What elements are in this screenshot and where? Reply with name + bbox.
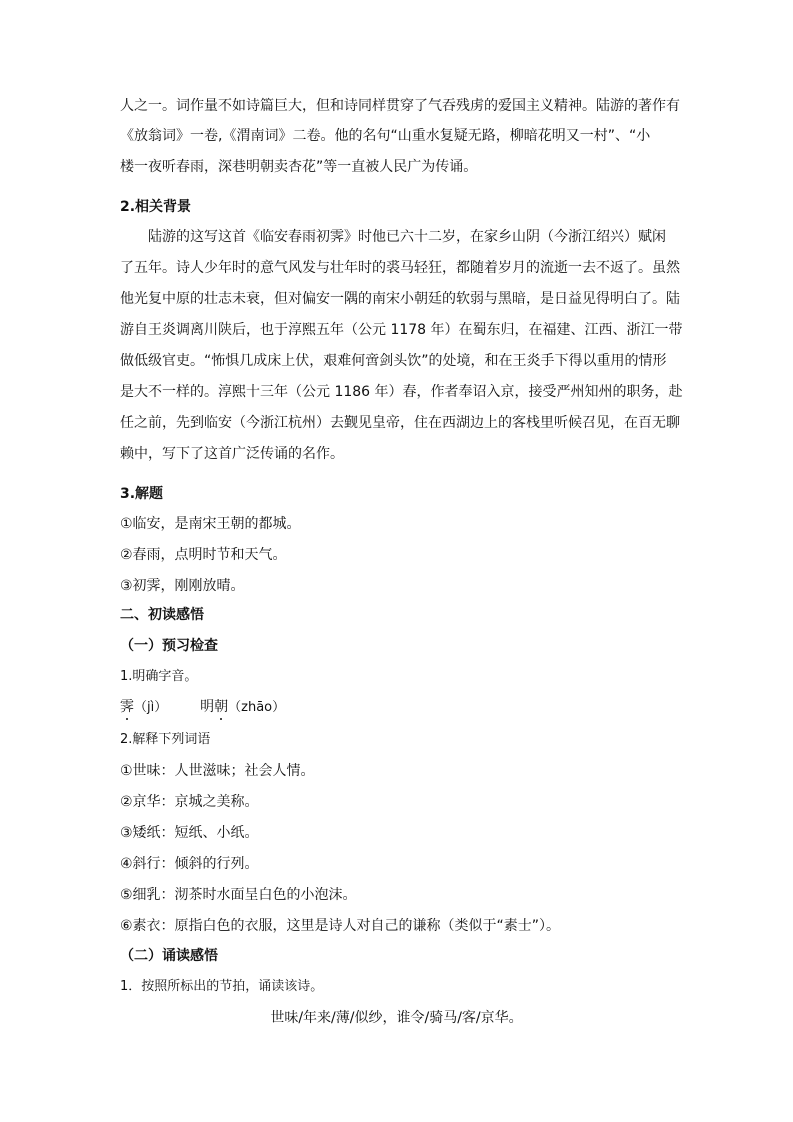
recitation-instruction: 1．按照所标出的节拍，诵读该诗。 xyxy=(120,979,324,994)
intro-line-2: 《放翁词》一卷,《渭南词》二卷。他的名句“山重水复疑无路，柳暗花明又一村”、“小 xyxy=(120,128,651,144)
poem-line: 世味/年来/薄/似纱，谁令/骑马/客/京华。 xyxy=(270,1010,523,1026)
title-explain-item: ①临安，是南宋王朝的都城。 xyxy=(120,516,301,532)
part2-heading: 二、初读感悟 xyxy=(120,607,204,623)
term-item: ④斜行：倾斜的行列。 xyxy=(120,856,259,872)
background-line: 他光复中原的壮志未衰，但对偏安一隅的南宋小朝廷的软弱与黑暗，是日益见得明白了。陆 xyxy=(120,291,680,307)
pronunciation-char-zhao: 朝 xyxy=(214,699,229,715)
title-explain-heading: 3.解题 xyxy=(120,486,164,502)
terms-question: 2.解释下列词语 xyxy=(120,732,211,747)
background-line: 游自王炎调离川陕后，也于淳熙五年（公元 1178 年）在蜀东归，在福建、江西、浙江一带 xyxy=(120,322,683,338)
term-item: ②京华：京城之美称。 xyxy=(120,794,259,810)
pronunciation-question: 1.明确字音。 xyxy=(120,669,198,684)
pinyin-ji: （jì） xyxy=(134,700,168,715)
background-line: 做低级官吏。“怖惧几成床上伏，艰难何啻剑头饮”的处境，和在王炎手下得以重用的情形 xyxy=(120,353,667,369)
title-explain-item: ②春雨，点明时节和天气。 xyxy=(120,547,287,563)
background-line: 陆游的这写这首《临安春雨初霁》时他已六十二岁，在家乡山阴（今浙江绍兴）赋闲 xyxy=(148,229,666,245)
term-item: ⑥素衣：原指白色的衣服，这里是诗人对自己的谦称（类似于“素士”）。 xyxy=(120,918,561,934)
pinyin-zhao: （zhāo） xyxy=(228,700,286,715)
term-item: ⑤细乳：沏茶时水面呈白色的小泡沫。 xyxy=(120,887,357,903)
pronunciation-word-prefix: 明 xyxy=(200,699,215,715)
term-item: ③矮纸：短纸、小纸。 xyxy=(120,825,259,841)
intro-line-1: 人之一。词作量不如诗篇巨大，但和诗同样贯穿了气吞残虏的爱国主义精神。陆游的著作有 xyxy=(120,98,680,114)
background-heading: 2.相关背景 xyxy=(120,199,192,215)
background-line: 赖中，写下了这首广泛传诵的名作。 xyxy=(120,446,344,462)
preview-check-heading: （一）预习检查 xyxy=(120,638,218,654)
intro-line-3: 楼一夜听春雨，深巷明朝卖杏花”等一直被人民广为传诵。 xyxy=(120,159,478,175)
pronunciation-char-ji: 霁 xyxy=(120,699,134,715)
pronunciation-row xyxy=(120,697,285,718)
background-line: 是大不一样的。淳熙十三年（公元 1186 年）春，作者奉诏入京，接受严州知州的职务，赴 xyxy=(120,384,683,400)
background-line: 了五年。诗人少年时的意气风发与壮年时的裘马轻狂，都随着岁月的流逝一去不返了。虽然 xyxy=(120,260,680,276)
term-item: ①世味：人世滋味；社会人情。 xyxy=(120,763,315,779)
background-line: 任之前，先到临安（今浙江杭州）去觐见皇帝，住在西湖边上的客栈里听候召见，在百无聊 xyxy=(120,415,680,431)
title-explain-item: ③初霁，刚刚放晴。 xyxy=(120,578,245,594)
recitation-heading: （二）诵读感悟 xyxy=(120,948,218,964)
